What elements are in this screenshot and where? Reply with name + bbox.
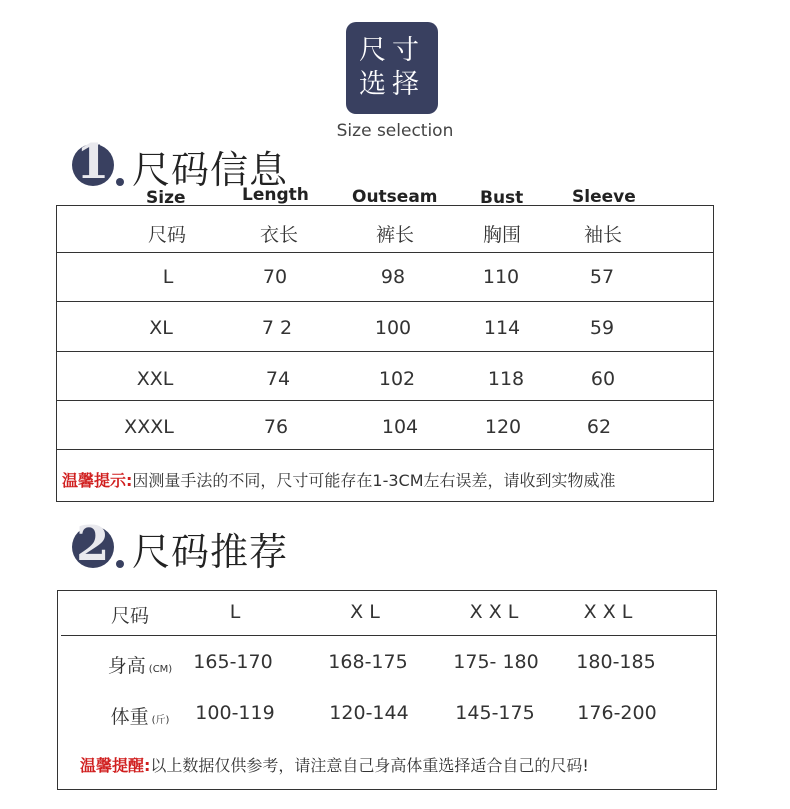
header-sleeve: 袖长 [583, 224, 623, 246]
cell-height-xxl-2: 180-185 [576, 651, 656, 673]
height-unit: (CM) [148, 664, 173, 675]
cell-sleeve: 59 [589, 317, 615, 339]
cell-sleeve: 62 [586, 416, 612, 438]
section-number-2: 2 [72, 520, 128, 576]
cell-size: XXXL [124, 416, 174, 438]
header-xl: X L [350, 601, 380, 623]
header-bust: 胸围 [482, 224, 522, 246]
cell-length: 76 [263, 416, 289, 438]
cell-outseam: 100 [374, 317, 412, 339]
note-text: 以上数据仅供参考，请注意自己身高体重选择适合自己的尺码! [150, 756, 589, 775]
en-header-bust: Bust [480, 188, 524, 208]
cell-sleeve: 60 [590, 368, 616, 390]
cell-height-l: 165-170 [193, 651, 273, 673]
row-divider [57, 400, 713, 401]
cell-size: XL [149, 317, 173, 339]
note-label: 温馨提醒: [80, 756, 151, 775]
weight-label: 体重 (斤) [110, 706, 170, 728]
en-header-outseam: Outseam [352, 187, 438, 207]
cell-bust: 120 [484, 416, 522, 438]
badge-line-1: 尺寸 [359, 35, 425, 66]
row-divider [57, 449, 713, 450]
cell-length: 70 [262, 266, 288, 288]
en-header-size: Size [146, 188, 186, 208]
cell-bust: 118 [487, 368, 525, 390]
cell-bust: 110 [482, 266, 520, 288]
note-text: 因测量手法的不同，尺寸可能存在1-3CM左右误差，请收到实物威准 [132, 471, 616, 490]
height-label: 身高 (CM) [107, 655, 173, 677]
header-size: 尺码 [110, 605, 150, 627]
row-divider [57, 351, 713, 352]
section-2-heading: 尺码推荐 [132, 529, 289, 574]
cell-weight-xxl-2: 176-200 [577, 702, 657, 724]
badge-subtitle: Size selection [336, 121, 454, 141]
cell-outseam: 102 [378, 368, 416, 390]
note-label: 温馨提示: [62, 471, 133, 490]
header-outseam: 裤长 [375, 224, 415, 246]
size-info-note [62, 468, 616, 491]
header-size: 尺码 [147, 224, 187, 246]
cell-size: XXL [136, 368, 174, 390]
size-recommendation-table [57, 590, 717, 790]
cell-weight-l: 100-119 [195, 702, 275, 724]
cell-weight-xxl: 145-175 [455, 702, 535, 724]
header-l: L [229, 601, 241, 623]
weight-unit: (斤) [151, 715, 170, 726]
row-divider [57, 301, 713, 302]
cell-length: 74 [265, 368, 291, 390]
badge-line-2: 选择 [359, 69, 425, 100]
size-info-table [56, 205, 714, 502]
cell-outseam: 98 [380, 266, 406, 288]
en-header-sleeve: Sleeve [572, 187, 636, 207]
row-divider [57, 252, 713, 253]
en-header-length: Length [242, 185, 309, 205]
cell-height-xl: 168-175 [328, 651, 408, 673]
cell-bust: 114 [483, 317, 521, 339]
section-number-1: 1 [72, 138, 128, 194]
section-1-heading: 尺码信息 [132, 147, 289, 192]
header-xxl-2: X X L [583, 601, 633, 623]
cell-size: L [162, 266, 174, 288]
cell-length: 7 2 [261, 317, 293, 339]
header-xxl: X X L [469, 601, 519, 623]
cell-sleeve: 57 [589, 266, 615, 288]
cell-height-xxl: 175- 180 [453, 651, 539, 673]
size-selection-badge [346, 22, 438, 114]
cell-outseam: 104 [381, 416, 419, 438]
section-2-title [72, 516, 289, 576]
header-length: 衣长 [259, 224, 299, 246]
size-recommendation-note [80, 753, 589, 776]
cell-weight-xl: 120-144 [329, 702, 409, 724]
row-divider [61, 635, 717, 636]
